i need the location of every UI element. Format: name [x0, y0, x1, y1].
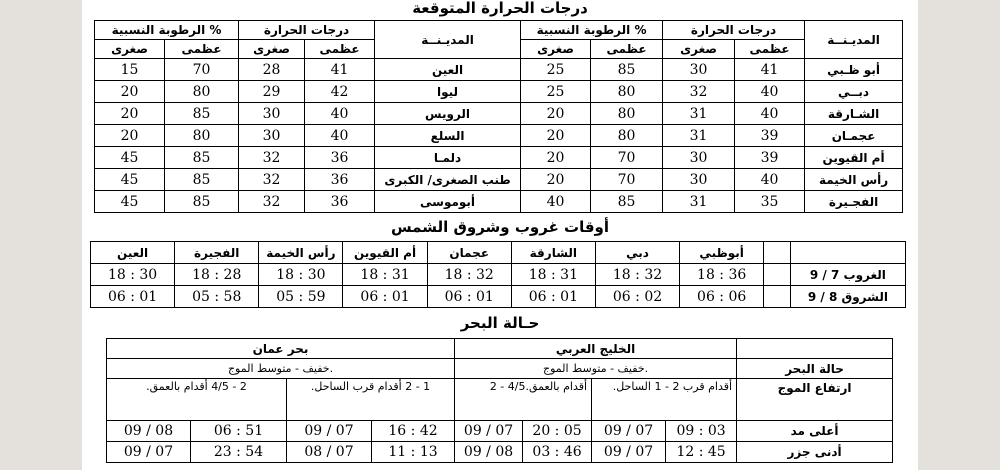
low-tide-cell: 11 : 13: [372, 442, 455, 463]
sunrise-label: الشروق 8 / 9: [790, 286, 905, 308]
sun-city-cell: الفجيرة: [175, 242, 259, 264]
high-tide-cell: 09 / 07: [592, 421, 666, 442]
temperature-max-cell: 36: [305, 147, 375, 169]
sunrise-time-cell: 06 : 01: [343, 286, 427, 308]
low-tide-cell: 09 / 07: [592, 442, 666, 463]
high-tide-label: أعلى مد: [737, 421, 893, 442]
low-tide-cell: 09 / 08: [455, 442, 523, 463]
max-label: عظمى: [305, 40, 375, 59]
temperature-max-cell: 40: [735, 169, 805, 191]
temperature-header-right: درجات الحرارة: [663, 21, 805, 40]
city-name-cell: عجمـان: [805, 125, 903, 147]
blank-corner: [790, 242, 905, 264]
min-label: صغرى: [663, 40, 735, 59]
humidity-max-cell: 70: [591, 147, 663, 169]
humidity-max-cell: 85: [591, 59, 663, 81]
city-name-cell: أبوموسى: [375, 191, 521, 213]
table-row: [95, 81, 903, 103]
humidity-min-cell: 20: [521, 125, 591, 147]
high-tide-cell: 09 / 07: [287, 421, 372, 442]
sunset-time-cell: 18 : 30: [91, 264, 175, 286]
high-tide-cell: 16 : 42: [372, 421, 455, 442]
humidity-max-cell: 85: [591, 191, 663, 213]
high-tide-cell: 09 : 03: [666, 421, 737, 442]
humidity-max-cell: 80: [165, 81, 239, 103]
sunset-time-cell: 18 : 31: [511, 264, 595, 286]
humidity-max-cell: 80: [165, 125, 239, 147]
city-name-cell: دلمـا: [375, 147, 521, 169]
city-name-cell: أبو ظـبي: [805, 59, 903, 81]
humidity-max-cell: 80: [591, 81, 663, 103]
blank-cell: [764, 286, 791, 308]
temperature-max-cell: 41: [735, 59, 805, 81]
low-tide-cell: 03 : 46: [523, 442, 592, 463]
min-label: صغرى: [95, 40, 165, 59]
temperature-min-cell: 32: [239, 169, 305, 191]
humidity-max-cell: 70: [165, 59, 239, 81]
sun-table: [90, 241, 906, 308]
sun-city-cell: رأس الخيمة: [259, 242, 343, 264]
table-row: [91, 286, 906, 308]
table-row: [95, 103, 903, 125]
humidity-min-cell: 25: [521, 81, 591, 103]
city-name-cell: طنب الصغرى/ الكبرى: [375, 169, 521, 191]
humidity-min-cell: 20: [95, 81, 165, 103]
max-label: عظمى: [591, 40, 663, 59]
city-name-cell: رأس الخيمة: [805, 169, 903, 191]
temperature-min-cell: 32: [663, 81, 735, 103]
blank-corner: [737, 339, 893, 359]
humidity-min-cell: 45: [95, 191, 165, 213]
sunrise-time-cell: 05 : 59: [259, 286, 343, 308]
blank-cell: [764, 264, 791, 286]
humidity-min-cell: 45: [95, 147, 165, 169]
temperature-max-cell: 39: [735, 125, 805, 147]
temperature-section-title: درجات الحرارة المتوقعة: [412, 0, 588, 17]
gulf-wave-coast: أقدام قرب 2 - 1 الساحل.: [592, 379, 737, 421]
sun-city-cell: أم القيوين: [343, 242, 427, 264]
humidity-min-cell: 25: [521, 59, 591, 81]
city-name-cell: دبــي: [805, 81, 903, 103]
humidity-min-cell: 15: [95, 59, 165, 81]
sea-state-label: حالة البحر: [737, 359, 893, 379]
humidity-max-cell: 80: [591, 125, 663, 147]
humidity-max-cell: 80: [591, 103, 663, 125]
temperature-min-cell: 32: [239, 191, 305, 213]
city-name-cell: أم القيوين: [805, 147, 903, 169]
wave-height-label: ارتفاع الموج: [737, 379, 893, 421]
oman-sea-header: بحر عمان: [107, 339, 455, 359]
temperature-min-cell: 30: [239, 103, 305, 125]
max-label: عظمى: [165, 40, 239, 59]
city-header-left: المديـنــة: [375, 21, 521, 59]
sunset-time-cell: 18 : 30: [259, 264, 343, 286]
table-row: [91, 264, 906, 286]
humidity-max-cell: 70: [591, 169, 663, 191]
min-label: صغرى: [239, 40, 305, 59]
sunrise-time-cell: 05 : 58: [175, 286, 259, 308]
low-tide-cell: 08 / 07: [287, 442, 372, 463]
humidity-min-cell: 20: [521, 147, 591, 169]
high-tide-cell: 09 / 07: [455, 421, 523, 442]
city-header-right: المديـنــة: [805, 21, 903, 59]
city-name-cell: الرويس: [375, 103, 521, 125]
sunrise-time-cell: 06 : 06: [680, 286, 764, 308]
city-name-cell: السلع: [375, 125, 521, 147]
humidity-max-cell: 85: [165, 169, 239, 191]
temperature-max-cell: 41: [305, 59, 375, 81]
temperature-table: [94, 20, 903, 213]
blank-cell: [764, 242, 791, 264]
sun-city-cell: دبي: [595, 242, 679, 264]
table-row: [95, 59, 903, 81]
temperature-max-cell: 40: [735, 81, 805, 103]
table-row: [95, 169, 903, 191]
max-label: عظمى: [735, 40, 805, 59]
table-row: [107, 421, 893, 442]
humidity-min-cell: 20: [95, 103, 165, 125]
city-name-cell: الفجـيرة: [805, 191, 903, 213]
table-row: [95, 191, 903, 213]
city-name-cell: الشـارقة: [805, 103, 903, 125]
humidity-max-cell: 85: [165, 191, 239, 213]
humidity-min-cell: 45: [95, 169, 165, 191]
sunset-time-cell: 18 : 32: [595, 264, 679, 286]
sunset-time-cell: 18 : 36: [680, 264, 764, 286]
humidity-max-cell: 85: [165, 103, 239, 125]
min-label: صغرى: [521, 40, 591, 59]
temperature-max-cell: 40: [305, 125, 375, 147]
temperature-min-cell: 30: [663, 59, 735, 81]
sunset-time-cell: 18 : 28: [175, 264, 259, 286]
high-tide-cell: 06 : 51: [191, 421, 287, 442]
low-tide-label: أدنى جزر: [737, 442, 893, 463]
temperature-min-cell: 30: [663, 169, 735, 191]
temperature-max-cell: 39: [735, 147, 805, 169]
oman-wave-deep: 2 - 4/5 أقدام بالعمق.: [107, 379, 287, 421]
oman-sea-state: خفيف - متوسط الموج.: [107, 359, 455, 379]
temperature-max-cell: 36: [305, 191, 375, 213]
temperature-max-cell: 40: [735, 103, 805, 125]
sunset-time-cell: 18 : 31: [343, 264, 427, 286]
sun-city-cell: الشارقة: [511, 242, 595, 264]
sun-city-cell: العين: [91, 242, 175, 264]
gulf-sea-state: خفيف - متوسط الموج.: [455, 359, 737, 379]
sun-city-cell: عجمان: [427, 242, 511, 264]
temperature-min-cell: 30: [239, 125, 305, 147]
temperature-min-cell: 31: [663, 191, 735, 213]
high-tide-cell: 09 / 08: [107, 421, 191, 442]
temperature-max-cell: 35: [735, 191, 805, 213]
temperature-max-cell: 40: [305, 103, 375, 125]
arabian-gulf-header: الخليج العربي: [455, 339, 737, 359]
humidity-min-cell: 20: [521, 103, 591, 125]
sunset-label: الغروب 7 / 9: [790, 264, 905, 286]
sea-table: [106, 338, 893, 463]
humidity-min-cell: 20: [95, 125, 165, 147]
sunrise-time-cell: 06 : 01: [511, 286, 595, 308]
gulf-wave-deep: أقدام بالعمق.4/5 - 2: [455, 379, 592, 421]
temperature-max-cell: 42: [305, 81, 375, 103]
sun-city-cell: أبوظبي: [680, 242, 764, 264]
low-tide-cell: 09 / 07: [107, 442, 191, 463]
temperature-min-cell: 31: [663, 103, 735, 125]
table-row: [91, 242, 906, 264]
low-tide-cell: 12 : 45: [666, 442, 737, 463]
sunrise-time-cell: 06 : 01: [427, 286, 511, 308]
oman-wave-coast: 1 - 2 أقدام قرب الساحل.: [287, 379, 455, 421]
sun-section-title: أوقات غروب وشروق الشمس: [390, 218, 610, 236]
sea-section-title: حـالة البحر: [460, 314, 540, 332]
sunset-time-cell: 18 : 32: [427, 264, 511, 286]
sunrise-time-cell: 06 : 02: [595, 286, 679, 308]
temperature-max-cell: 36: [305, 169, 375, 191]
city-name-cell: ليوا: [375, 81, 521, 103]
temperature-min-cell: 32: [239, 147, 305, 169]
table-row: [95, 125, 903, 147]
table-row: [107, 442, 893, 463]
temperature-min-cell: 30: [663, 147, 735, 169]
temperature-header-left: درجات الحرارة: [239, 21, 375, 40]
humidity-min-cell: 20: [521, 169, 591, 191]
high-tide-cell: 20 : 05: [523, 421, 592, 442]
humidity-header-right: الرطوبة النسبية %: [521, 21, 663, 40]
humidity-min-cell: 40: [521, 191, 591, 213]
temperature-min-cell: 31: [663, 125, 735, 147]
temperature-min-cell: 28: [239, 59, 305, 81]
humidity-max-cell: 85: [165, 147, 239, 169]
temperature-min-cell: 29: [239, 81, 305, 103]
table-row: [95, 147, 903, 169]
humidity-header-left: الرطوبة النسبية %: [95, 21, 239, 40]
sunrise-time-cell: 06 : 01: [91, 286, 175, 308]
city-name-cell: العين: [375, 59, 521, 81]
low-tide-cell: 23 : 54: [191, 442, 287, 463]
